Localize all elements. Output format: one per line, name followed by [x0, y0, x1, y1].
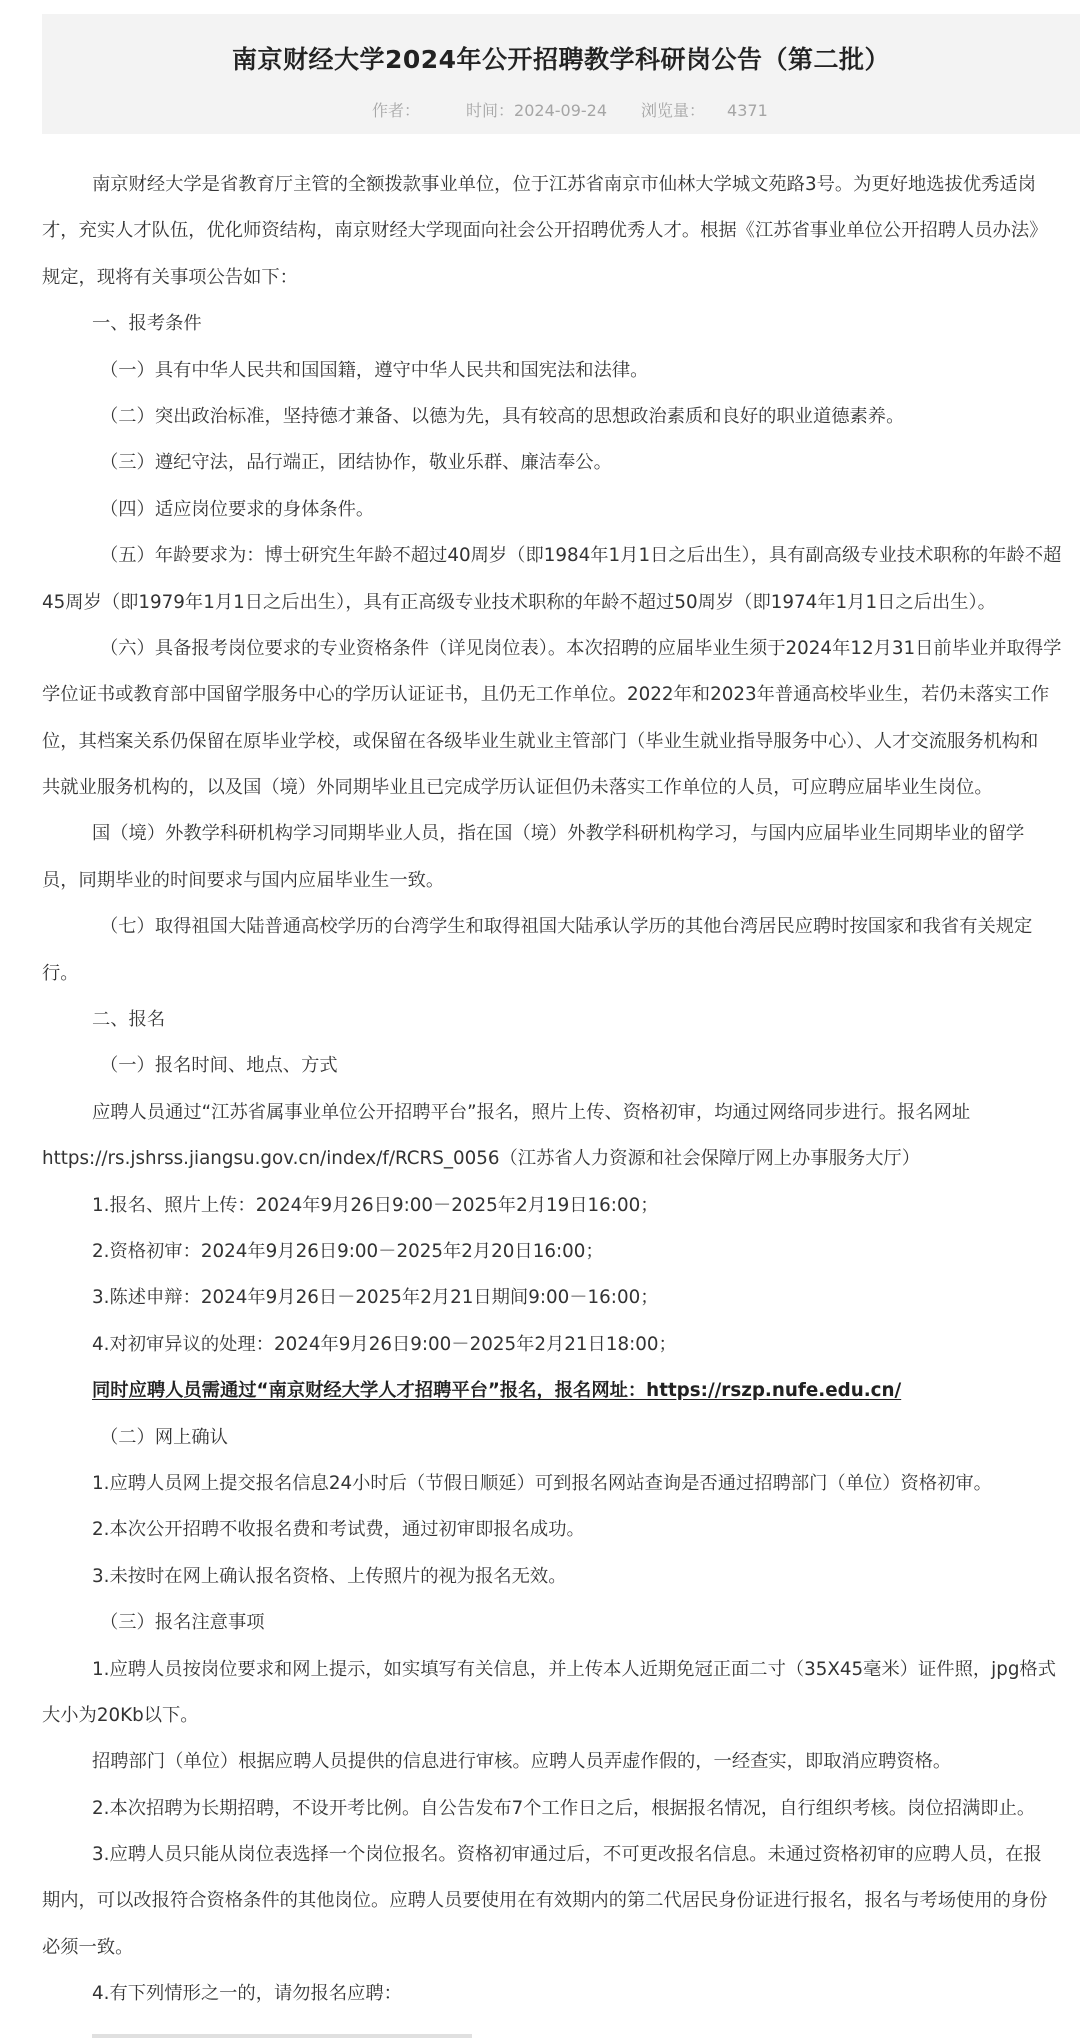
- cut-off-line: [92, 2024, 512, 2040]
- paragraph-line: 国（境）外教学科研机构学习同期毕业人员，指在国（境）外教学科研机构学习，与国内应届毕业生同期毕业的留学: [92, 823, 1025, 845]
- paragraph-line: 员，同期毕业的时间要求与国内应届毕业生一致。: [42, 869, 445, 891]
- paragraph-line: （一）报名时间、地点、方式: [100, 1055, 338, 1077]
- paragraph-line: 4.有下列情形之一的，请勿报名应聘：: [92, 1983, 402, 2005]
- paragraph-line: 1.应聘人员按岗位要求和网上提示，如实填写有关信息，并上传本人近期免冠正面二寸（35X45毫米）证件照，jpg格式: [92, 1658, 1056, 1680]
- recruitment-platform-link[interactable]: 同时应聘人员需通过“南京财经大学人才招聘平台”报名，报名网址：https://rszp.nufe.edu.cn/: [92, 1380, 902, 1402]
- article-body: [42, 162, 1080, 2018]
- paragraph-line: 期内，可以改报符合资格条件的其他岗位。应聘人员要使用在有效期内的第二代居民身份证进行报名，报名与考场使用的身份: [42, 1890, 1048, 1912]
- author-label: 作者：: [372, 101, 421, 120]
- article-meta: [372, 98, 768, 121]
- paragraph-line: （五）年龄要求为：博士研究生年龄不超过40周岁（即1984年1月1日之后出生），具有副高级专业技术职称的年龄不超: [100, 545, 1062, 567]
- paragraph-line: 3.应聘人员只能从岗位表选择一个岗位报名。资格初审通过后，不可更改报名信息。未通过资格初审的应聘人员，在报: [92, 1844, 1042, 1866]
- paragraph-line: 才，充实人才队伍，优化师资结构，南京财经大学现面向社会公开招聘优秀人才。根据《江苏省事业单位公开招聘人员办法》: [42, 220, 1048, 242]
- paragraph-line: 规定，现将有关事项公告如下：: [42, 266, 298, 288]
- views-count: 4371: [727, 101, 768, 120]
- paragraph-line: （一）具有中华人民共和国国籍，遵守中华人民共和国宪法和法律。: [100, 359, 649, 381]
- paragraph-line: （三）遵纪守法，品行端正，团结协作，敬业乐群、廉洁奉公。: [100, 452, 612, 474]
- paragraph-line: 1.应聘人员网上提交报名信息24小时后（节假日顺延）可到报名网站查询是否通过招聘部门（单位）资格初审。: [92, 1472, 992, 1494]
- page-title: 南京财经大学2024年公开招聘教学科研岗公告（第二批）: [231, 45, 891, 74]
- paragraph-line: （二）突出政治标准，坚持德才兼备、以德为先，具有较高的思想政治素质和良好的职业道德素养。: [100, 405, 905, 427]
- paragraph-line: 3.陈述申辩：2024年9月26日－2025年2月21日期间9:00－16:00；: [92, 1287, 659, 1309]
- paragraph-line: （六）具备报考岗位要求的专业资格条件（详见岗位表）。本次招聘的应届毕业生须于2024年12月31日前毕业并取得学: [100, 637, 1062, 659]
- paragraph-line: 1.报名、照片上传：2024年9月26日9:00－2025年2月19日16:00；: [92, 1194, 659, 1216]
- views-label: 浏览量：: [641, 101, 706, 120]
- paragraph-line: 南京财经大学是省教育厅主管的全额拨款事业单位，位于江苏省南京市仙林大学城文苑路3号。为更好地选拔优秀适岗: [92, 174, 1036, 195]
- paragraph-line: 2.资格初审：2024年9月26日9:00－2025年2月20日16:00；: [92, 1240, 604, 1262]
- time-label: 时间：: [466, 101, 515, 120]
- paragraph-line: 位，其档案关系仍保留在原毕业学校，或保留在各级毕业生就业主管部门（毕业生就业指导服务中心）、人才交流服务机构和: [42, 730, 1039, 752]
- paragraph-line: 行。: [42, 962, 79, 984]
- paragraph-line: （七）取得祖国大陆普通高校学历的台湾学生和取得祖国大陆承认学历的其他台湾居民应聘时按国家和我省有关规定: [100, 916, 1033, 938]
- article-header: [42, 14, 1080, 134]
- paragraph-line: 大小为20Kb以下。: [42, 1704, 199, 1726]
- paragraph-line: （四）适应岗位要求的身体条件。: [100, 498, 375, 520]
- section-heading: 二、报名: [92, 1009, 166, 1031]
- paragraph-line: [42, 1368, 1080, 1414]
- paragraph-line: 应聘人员通过“江苏省属事业单位公开招聘平台”报名，照片上传、资格初审，均通过网络同步进行。报名网址: [92, 1101, 971, 1123]
- paragraph-line: 2.本次公开招聘不收报名费和考试费，通过初审即报名成功。: [92, 1519, 585, 1541]
- registration-url-line: https://rs.jshrss.jiangsu.gov.cn/index/f/RCRS_0056（江苏省人力资源和社会保障厅网上办事服务大厅）: [42, 1148, 920, 1170]
- section-heading: 一、报考条件: [92, 313, 202, 335]
- paragraph-line: 必须一致。: [42, 1936, 134, 1958]
- paragraph-line: 2.本次招聘为长期招聘，不设开考比例。自公告发布7个工作日之后，根据报名情况，自行组织考核。岗位招满即止。: [92, 1797, 1036, 1819]
- paragraph-line: 学位证书或教育部中国留学服务中心的学历认证证书，且仍无工作单位。2022年和2023年普通高校毕业生，若仍未落实工作: [42, 684, 1050, 706]
- paragraph-line: 4.对初审异议的处理：2024年9月26日9:00－2025年2月21日18:00；: [92, 1333, 677, 1355]
- paragraph-line: 招聘部门（单位）根据应聘人员提供的信息进行审核。应聘人员弄虚作假的，一经查实，即取消应聘资格。: [92, 1751, 952, 1773]
- paragraph-line: （二）网上确认: [100, 1426, 228, 1448]
- time-value: 2024-09-24: [514, 101, 608, 120]
- paragraph-line: 共就业服务机构的，以及国（境）外同期毕业且已完成学历认证但仍未落实工作单位的人员，可应聘应届毕业生岗位。: [42, 777, 993, 799]
- paragraph-line: 3.未按时在网上确认报名资格、上传照片的视为报名无效。: [92, 1565, 567, 1587]
- paragraph-line: （三）报名注意事项: [100, 1612, 265, 1634]
- paragraph-line: 45周岁（即1979年1月1日之后出生），具有正高级专业技术职称的年龄不超过50周岁（即1974年1月1日之后出生）。: [42, 591, 996, 613]
